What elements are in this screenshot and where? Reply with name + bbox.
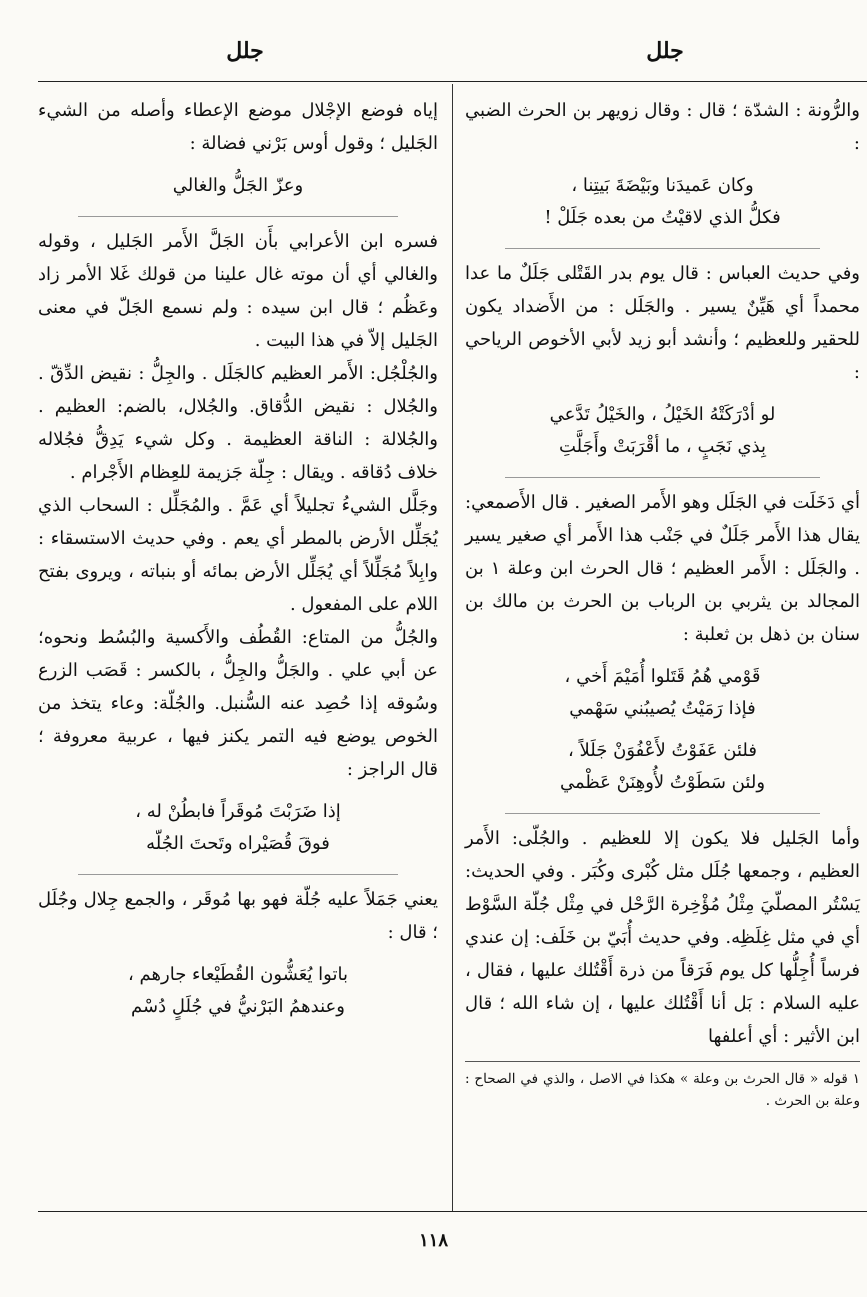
column-divider xyxy=(452,84,453,1211)
paragraph: فسره ابن الأعرابي بأَن الجَلَّ الأَمر الجَليل ، وقوله والغالي أي أن موته غال علينا من قولك غَلا الأمر زاد وعَظُم ؛ قال ابن سيده : ولم نسمع الجَلّ في معنى الجَليل إلاّ في هذا البيت . xyxy=(38,231,438,351)
paragraph: وجَلَّل الشيءُ تجليلاً أي عَمَّ . والمُجَلِّل : السحاب الذي يُجَلِّل الأرض بالمطر أي يعم . وفي حديث الاستسقاء : وابِلاً مُجَلِّلاً أي يُجَلِّل الأرض بمائه أو بنباته ، ويروى بفتح اللام على المفعول . xyxy=(38,495,438,615)
right-headword: جلل xyxy=(646,38,684,64)
left-column xyxy=(38,94,438,1033)
right-column xyxy=(465,94,860,1112)
paragraph: والجُلْجُل: الأَمر العظيم كالجَلَل . والجِلُّ : نقيض الدِّقّ . والجُلال : نقيض الدُّقاق. والجُلال، بالضم: العظيم . والجُلالة : الناقة العظيمة . وكل شيء يَدِقُّ فجُلاله خلاف دُقاقه . ويقال : جِلّة جَزيمة للعِظام الأَجْرام . xyxy=(38,363,438,483)
separator xyxy=(505,248,820,249)
verse-line: باتوا يُعَشُّون القُطَيْعاء جارهم ، xyxy=(128,964,348,985)
page-number: ١١٨ xyxy=(418,1230,448,1251)
paragraph: إياه فوضع الإجْلال موضع الإعطاء وأصله من الشيء الجَليل ؛ وقول أوس بَرْني فضالة : xyxy=(38,100,438,154)
header-rule xyxy=(38,81,867,82)
verse-line: إذا ضَرَبْتَ مُوقَراً فابطُنْ له ، xyxy=(135,801,341,822)
verse-line: وعندهمُ البَرْنيُّ في جُلَلٍ دُسْم xyxy=(131,996,345,1017)
verse-line: لو أدْرَكَتْهُ الخَيْلُ ، والخَيْلُ تَدَّعي xyxy=(549,404,776,425)
verse-line: ولئن سَطَوْتُ لأُوهِنَنْ عَظْمي xyxy=(559,772,766,793)
separator xyxy=(505,477,820,478)
paragraph: والرُّونة : الشدّة ؛ قال : وقال زويهر بن الحرث الضبي : xyxy=(465,100,860,154)
paragraph: وفي حديث العباس : قال يوم بدر القَتْلى جَلَلٌ ما عدا محمداً أي هَيِّنٌ يسير . والجَلَل : من الأَضداد يكون للحقير وللعظيم ؛ وأنشد أبو زيد لأبي الأخوص الرياحي : xyxy=(465,263,860,383)
verse xyxy=(465,735,860,799)
paragraph: أي دَخَلَت في الجَلَل وهو الأَمر الصغير . قال الأَصمعي: يقال هذا الأَمر جَلَلٌ في جَنْب هذا الأَمر أي صغير يسير . والجَلَل : الأَمر العظيم ؛ قال الحرث ابن وعلة ١ بن المجالد بن يثربي بن الرباب بن الحرث بن مالك بن سنان بن ذهل بن ثعلبة : xyxy=(465,492,861,645)
verse-line: فوقَ قُصَيْراه وتَحتَ الجُلّه xyxy=(146,833,330,854)
verse-line: وعزّ الجَلُّ والغالي xyxy=(172,175,304,196)
separator xyxy=(505,813,820,814)
paragraph: وأما الجَليل فلا يكون إلا للعظيم . والجُلّى: الأَمر العظيم ، وجمعها جُلَل مثل كُبْرى وكُبَر . وفي الحديث: يَسْتُر المصلّيَ مِثْلُ مُؤْخِرة الرَّحْل في مِثْل جُلّة السَّوْط أي في مثل غِلَظِه. وفي حديث أُبَيّ بن خَلَف: إن عندي فرساً أُجِلُّها كل يوم فَرَقاً من ذرة أَقْتُلك عليها ، فقال ، عليه السلام : بَل أنا أَقْتُلك عليها ، إن شاء الله ؛ قال ابن الأثير : أي أعلفها xyxy=(465,828,860,1047)
verse-line: فلئن عَفَوْتُ لأَعْفُوَنْ جَلَلاً ، xyxy=(568,740,757,761)
separator xyxy=(78,216,398,217)
verse-line: بِذي نَجَبٍ ، ما أقْرَبَتْ وأَجَلَّتِ xyxy=(558,436,767,457)
verse-line: وكان عَميدَنا وبَيْضَةَ بَيتِنا ، xyxy=(571,175,754,196)
verse-line: قَوْمي هُمُ قَتَلوا أُمَيْمَ أَخي ، xyxy=(564,666,761,687)
verse xyxy=(465,661,860,725)
verse xyxy=(465,399,860,463)
verse-line: فإذا رَمَيْتُ يُصيبُني سَهْمي xyxy=(569,698,756,719)
paragraph: يعني جَمَلاً عليه جُلّة فهو بها مُوقَر ، والجمع جِلال وجُلَل ؛ قال : xyxy=(38,889,438,943)
verse-line: فكلُّ الذي لاقيْتُ من بعده جَلَلْ ! xyxy=(544,207,781,228)
paragraph: والجُلُّ من المتاع: القُطُف والأَكسية والبُسُط ونحوه؛ عن أبي علي . والجَلُّ والجِلُّ ، بالكسر : قَصَب الزرع وسُوقه إذا حُصِد عنه السُّنبل. والجُلّة: وعاء يتخذ من الخوص يوضع فيه التمر يكنز فيها ، عربية معروفة ؛ قال الراجز : xyxy=(38,627,438,780)
verse xyxy=(38,796,438,860)
footnote-rule xyxy=(465,1061,860,1062)
left-headword: جلل xyxy=(226,38,264,64)
separator xyxy=(78,874,398,875)
verse xyxy=(38,170,438,202)
verse xyxy=(38,959,438,1023)
verse xyxy=(465,170,860,234)
footnote: ١ قوله « قال الحرث بن وعلة » هكذا في الاصل ، والذي في الصحاح : وعلة بن الحرث . xyxy=(465,1071,860,1109)
footer-rule xyxy=(38,1211,867,1212)
